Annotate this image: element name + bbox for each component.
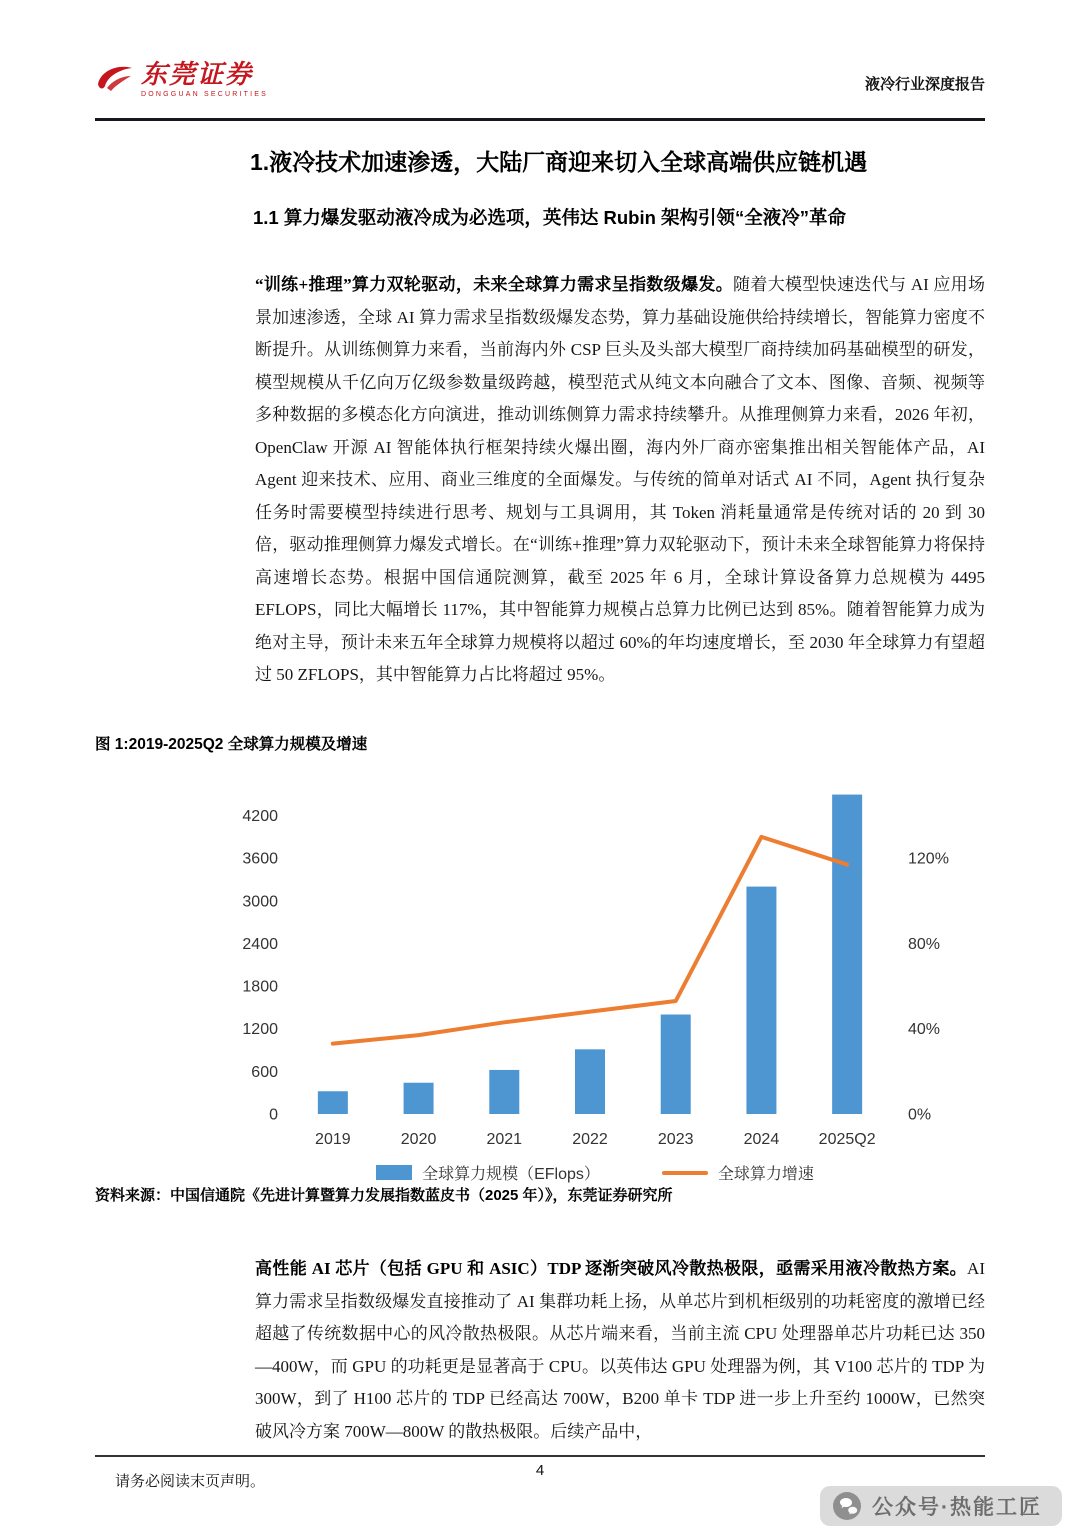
svg-text:1800: 1800 (242, 978, 278, 996)
brand-name-cn: 东莞证券 (141, 60, 254, 89)
brand-name-en: DONGGUAN SECURITIES (141, 91, 268, 98)
paragraph-1-body: 随着大模型快速迭代与 AI 应用场景加速渗透，全球 AI 算力需求呈指数级爆发态势，算力基础设施供给持续增长，智能算力密度不断提升。从训练侧算力来看，当前海内外 CSP 巨头及头部大模型厂商持续加码基础模型的研发，模型规模从千亿向万亿级参数量级跨越，模型范式从纯文本向融合了文本、图像、音频、视频等多种数据的多模态化方向演进，推动训练侧算力需求持续攀升。从推理侧算力来看，2026 年初，OpenClaw 开源 AI 智能体执行框架持续火爆出圈，海内外厂商亦密集推出相关智能体产品，AI Agent 迎来技术、应用、商业三维度的全面爆发。与传统的简单对话式 AI 不同，Agent 执行复杂任务时需要模型持续进行思考、规划与工具调用，其 Token 消耗量通常是传统对话的 20 到 30 倍，驱动推理侧算力爆发式增长。在“训练+推理”算力双轮驱动下，预计未来全球智能算力将保持高速增长态势。根据中国信通院测算，截至 2025 年 6 月，全球计算设备算力总规模为 4495 EFLOPS，同比大幅增长 117%，其中智能算力规模占总算力比例已达到 85%。随着智能算力成为绝对主导，预计未来五年全球算力规模将以超过 60%的年均速度增长，至 2030 年全球算力有望超过 50 ZFLOPS，其中智能算力占比将超过 95%。 (255, 275, 986, 684)
svg-text:0: 0 (269, 1106, 278, 1124)
chart-legend (205, 1161, 985, 1184)
watermark-label: 公众号·热能工匠 (872, 1496, 1042, 1519)
subsection-title: 1.1 算力爆发驱动液冷成为必选项，英伟达 Rubin 架构引领“全液冷”革命 (253, 207, 847, 228)
svg-text:120%: 120% (908, 850, 949, 868)
legend-bar-label: 全球算力规模（EFlops） (422, 1166, 600, 1183)
svg-text:2023: 2023 (657, 1131, 694, 1148)
svg-text:80%: 80% (908, 935, 941, 953)
brand-logo (95, 62, 268, 98)
paragraph-1-lead: “训练+推理”算力双轮驱动，未来全球算力需求呈指数级爆发。 (255, 275, 734, 294)
svg-text:0%: 0% (908, 1106, 932, 1124)
svg-text:2022: 2022 (572, 1131, 608, 1148)
legend-bar-swatch (376, 1165, 412, 1180)
svg-text:2025Q2: 2025Q2 (818, 1131, 876, 1148)
page-number: 4 (535, 1462, 545, 1479)
figure-caption: 图 1:2019-2025Q2 全球算力规模及增速 (95, 736, 368, 753)
svg-text:600: 600 (251, 1063, 278, 1081)
page-header (95, 62, 985, 98)
body-paragraph-2 (255, 1253, 985, 1448)
header-divider (95, 118, 985, 121)
wechat-icon (832, 1491, 862, 1521)
footer-disclaimer: 请务必阅读末页声明。 (115, 1474, 266, 1490)
paragraph-2-body: AI 算力需求呈指数级爆发直接推动了 AI 集群功耗上扬，从单芯片到机柜级别的功耗密度的激增已经超越了传统数据中心的风冷散热极限。从芯片端来看，当前主流 CPU 处理器单芯片功耗已达 350—400W，而 GPU 的功耗更是显著高于 CPU。以英伟达 GPU 处理器为例，其 V100 芯片的 TDP 为 300W，到了 H100 芯片的 TDP 已经高达 700W，B200 单卡 TDP 进一步上升至约 1000W，已然突破风冷方案 700W—800W 的散热极限。后续产品中， (255, 1259, 985, 1441)
legend-line-label: 全球算力增速 (717, 1166, 814, 1183)
legend-item-bar (376, 1161, 600, 1184)
svg-text:3600: 3600 (242, 850, 278, 868)
figure-source: 资料来源：中国信通院《先进计算暨算力发展指数蓝皮书（2025 年）》，东莞证券研究所 (95, 1187, 673, 1204)
svg-text:2019: 2019 (315, 1131, 351, 1148)
section-title: 1.液冷技术加速渗透，大陆厂商迎来切入全球高端供应链机遇 (250, 149, 868, 175)
footer-divider (95, 1455, 985, 1457)
legend-item-line (662, 1161, 814, 1184)
combo-chart-svg (205, 762, 985, 1162)
svg-text:2024: 2024 (743, 1131, 780, 1148)
svg-text:2020: 2020 (400, 1131, 437, 1148)
brand-logo-icon (95, 62, 135, 96)
chart (205, 762, 985, 1184)
brand-logo-text (141, 62, 268, 98)
body-paragraph-1 (255, 269, 985, 692)
paragraph-2-lead: 高性能 AI 芯片（包括 GPU 和 ASIC）TDP 逐渐突破风冷散热极限，亟需采用液冷散热方案。 (255, 1259, 968, 1278)
svg-text:40%: 40% (908, 1021, 941, 1039)
svg-text:2400: 2400 (242, 935, 278, 953)
watermark-badge (820, 1486, 1062, 1526)
legend-line-swatch (662, 1171, 708, 1175)
svg-text:1200: 1200 (242, 1021, 278, 1039)
svg-text:4200: 4200 (242, 808, 278, 826)
svg-text:3000: 3000 (242, 893, 278, 911)
report-type-label: 液冷行业深度报告 (864, 76, 985, 93)
svg-text:2021: 2021 (486, 1131, 523, 1148)
